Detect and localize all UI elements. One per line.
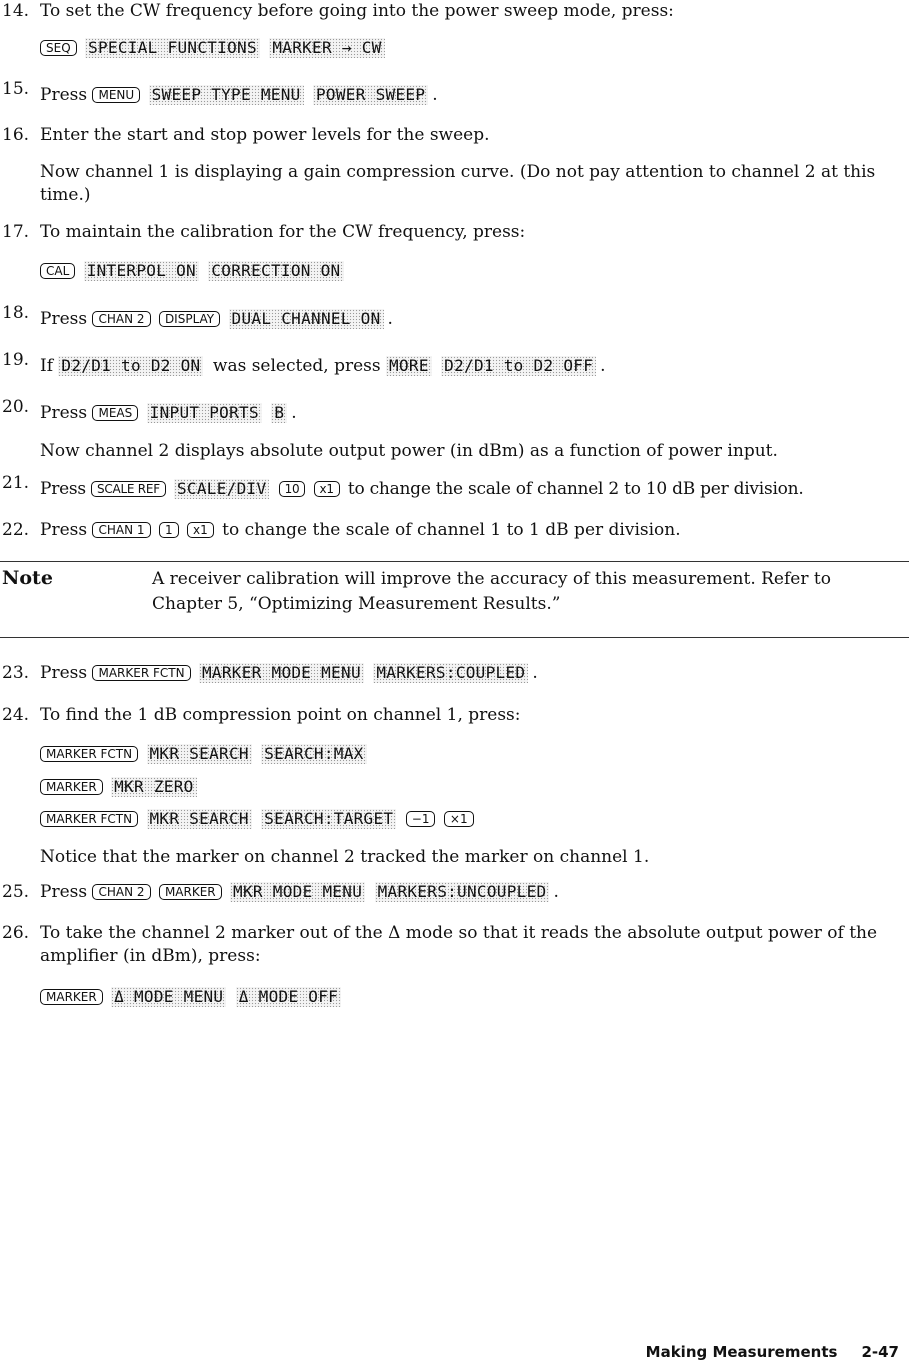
correction-on-softkey[interactable]: CORRECTION ON — [208, 261, 343, 281]
step-16-paragraph: Now channel 1 is displaying a gain compression curve. (Do not pay attention to channel 2 at this time.) — [40, 162, 876, 205]
step-number: 19. — [2, 350, 30, 370]
step-26-keys — [40, 986, 345, 1008]
mkr-zero-softkey[interactable]: MKR ZERO — [111, 777, 196, 797]
step-number: 24. — [2, 705, 30, 725]
marker-hardkey[interactable]: MARKER — [40, 989, 103, 1005]
delta-mode-off-softkey[interactable]: Δ MODE OFF — [236, 987, 341, 1007]
special-functions-softkey[interactable]: SPECIAL FUNCTIONS — [85, 38, 260, 58]
step-number: 21. — [2, 473, 30, 493]
step-number: 20. — [2, 397, 30, 417]
step-number: 14. — [2, 1, 30, 21]
period: . — [387, 309, 393, 329]
b-softkey[interactable]: B — [271, 403, 287, 423]
more-softkey[interactable]: MORE — [386, 356, 432, 376]
step-text: To set the CW frequency before going into the power sweep mode, press: — [40, 1, 674, 21]
d2-d1-to-d2-off-softkey[interactable]: D2/D1 to D2 OFF — [441, 356, 596, 376]
marker-fctn-hardkey[interactable]: MARKER FCTN — [40, 746, 138, 762]
marker-fctn-hardkey[interactable]: MARKER FCTN — [92, 665, 190, 681]
chan-1-hardkey[interactable]: CHAN 1 — [92, 522, 150, 538]
input-ports-softkey[interactable]: INPUT PORTS — [147, 403, 262, 423]
step-text: Press — [40, 520, 88, 540]
delta-mode-menu-softkey[interactable]: Δ MODE MENU — [111, 987, 226, 1007]
display-hardkey[interactable]: DISPLAY — [159, 311, 220, 327]
step-text: Press — [40, 403, 88, 423]
d2-d1-to-d2-on-softkey[interactable]: D2/D1 to D2 ON — [58, 356, 203, 376]
step-number: 16. — [2, 125, 30, 145]
note-bottom-rule — [0, 637, 909, 638]
x1-key[interactable]: x1 — [314, 481, 340, 497]
marker-hardkey[interactable]: MARKER — [40, 779, 103, 795]
mkr-search-softkey[interactable]: MKR SEARCH — [147, 744, 252, 764]
meas-hardkey[interactable]: MEAS — [92, 405, 138, 421]
step-number: 23. — [2, 663, 30, 683]
minus-one-key[interactable]: −1 — [406, 811, 436, 827]
period: . — [600, 356, 606, 376]
mkr-search-softkey[interactable]: MKR SEARCH — [147, 809, 252, 829]
page-footer — [646, 1343, 899, 1361]
step-24-keys-row-3 — [40, 808, 477, 830]
step-text: was selected, press — [212, 356, 381, 376]
dual-channel-on-softkey[interactable]: DUAL CHANNEL ON — [229, 309, 384, 329]
ten-key[interactable]: 10 — [279, 481, 306, 497]
search-max-softkey[interactable]: SEARCH:MAX — [261, 744, 366, 764]
period: . — [432, 85, 438, 105]
step-text: to change the scale of channel 2 to 10 dB per division. — [347, 479, 804, 499]
step-17-keys — [40, 260, 348, 282]
note-text: A receiver calibration will improve the accuracy of this measurement. Refer to Chapter 5, “Optimizing Measurement Results.” — [152, 569, 831, 614]
step-24-paragraph: Notice that the marker on channel 2 tracked the marker on channel 1. — [40, 847, 650, 867]
scale-ref-hardkey[interactable]: SCALE REF — [91, 481, 166, 497]
sweep-type-menu-softkey[interactable]: SWEEP TYPE MENU — [149, 85, 304, 105]
step-text: Enter the start and stop power levels for the sweep. — [40, 125, 490, 145]
seq-hardkey[interactable]: SEQ — [40, 40, 77, 56]
step-number: 22. — [2, 520, 30, 540]
x1-key[interactable]: ×1 — [444, 811, 474, 827]
step-14-keys — [40, 37, 389, 59]
one-key[interactable]: 1 — [159, 522, 179, 538]
page-number: 2-47 — [861, 1343, 899, 1361]
step-text: To maintain the calibration for the CW frequency, press: — [40, 222, 526, 242]
step-text: Press — [40, 309, 88, 329]
step-text: Press — [40, 663, 88, 683]
period: . — [291, 403, 297, 423]
search-target-softkey[interactable]: SEARCH:TARGET — [261, 809, 396, 829]
step-text: Press — [40, 882, 88, 902]
step-24-keys-row-2 — [40, 776, 201, 798]
note-top-rule — [0, 561, 909, 562]
chan-2-hardkey[interactable]: CHAN 2 — [92, 311, 150, 327]
x1-key[interactable]: x1 — [187, 522, 214, 538]
markers-coupled-softkey[interactable]: MARKERS:COUPLED — [373, 663, 528, 683]
section-title: Making Measurements — [645, 1343, 838, 1361]
step-number: 25. — [2, 882, 30, 902]
marker-hardkey[interactable]: MARKER — [159, 884, 222, 900]
period: . — [532, 663, 538, 683]
step-20-paragraph: Now channel 2 displays absolute output power (in dBm) as a function of power input. — [40, 441, 778, 461]
power-sweep-softkey[interactable]: POWER SWEEP — [313, 85, 428, 105]
marker-to-cw-softkey[interactable]: MARKER → CW — [269, 38, 384, 58]
marker-fctn-hardkey[interactable]: MARKER FCTN — [40, 811, 138, 827]
step-number: 26. — [2, 923, 30, 943]
marker-mode-menu-softkey[interactable]: MARKER MODE MENU — [199, 663, 364, 683]
step-number: 15. — [2, 79, 30, 99]
step-text: If — [40, 356, 54, 376]
step-26-text: To take the channel 2 marker out of the Δ mode so that it reads the absolute output power of the amplifier (in dBm), press: — [40, 923, 878, 966]
step-24-keys-row-1 — [40, 743, 371, 765]
menu-hardkey[interactable]: MENU — [92, 87, 140, 103]
step-text: Press — [40, 479, 86, 499]
scale-div-softkey[interactable]: SCALE/DIV — [174, 479, 269, 499]
step-text: To find the 1 dB compression point on channel 1, press: — [40, 705, 521, 725]
mkr-mode-menu-softkey[interactable]: MKR MODE MENU — [230, 882, 365, 902]
note-label: Note — [2, 567, 53, 589]
period: . — [553, 882, 559, 902]
markers-uncoupled-softkey[interactable]: MARKERS:UNCOUPLED — [375, 882, 550, 902]
step-number: 18. — [2, 303, 30, 323]
cal-hardkey[interactable]: CAL — [40, 263, 75, 279]
step-number: 17. — [2, 222, 30, 242]
step-text: to change the scale of channel 1 to 1 dB per division. — [222, 520, 681, 540]
step-text: Press — [40, 85, 88, 105]
interpol-on-softkey[interactable]: INTERPOL ON — [84, 261, 199, 281]
chan-2-hardkey[interactable]: CHAN 2 — [92, 884, 150, 900]
